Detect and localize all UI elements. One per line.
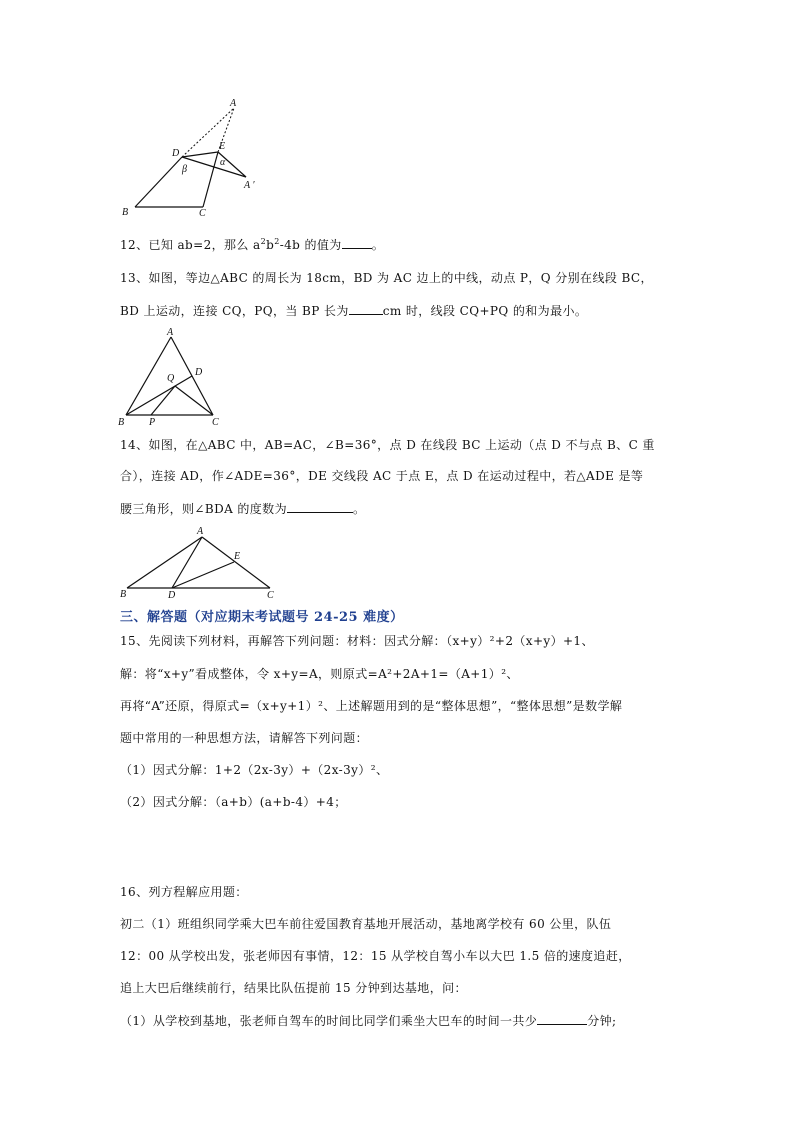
fig2-label-a: A <box>167 327 174 338</box>
question-16-line-3: 追上大巴后继续前行，结果比队伍提前 15 分钟到达基地，问： <box>120 981 467 995</box>
q12-text-mid: b <box>266 238 275 252</box>
q16-answer-blank <box>537 1012 587 1025</box>
question-16-title: 16、列方程解应用题： <box>120 885 248 899</box>
q12-text-post: -4b 的值为 <box>279 238 342 252</box>
q12-text-end: 。 <box>371 238 385 252</box>
question-13-line-1: 13、如图，等边△ABC 的周长为 18cm，BD 为 AC 边上的中线，动点 P，Q 分别在线段 BC， <box>120 271 653 285</box>
q14-text-pre: 腰三角形，则∠BDA 的度数为 <box>120 502 287 516</box>
fig2-label-d: D <box>195 367 203 378</box>
fig2-label-c: C <box>212 417 219 428</box>
q14-answer-blank <box>287 500 353 513</box>
question-14-line-2: 合），连接 AD，作∠ADE=36°，DE 交线段 AC 于点 E，点 D 在运动过程中，若△ADE 是等 <box>120 469 644 483</box>
figure-3-drawing <box>115 522 285 602</box>
question-15-line-4: 题中常用的一种思想方法，请解答下列问题： <box>120 731 369 745</box>
fig1-label-b: B <box>122 207 129 218</box>
figure-2 <box>115 325 225 430</box>
q13-answer-blank <box>349 302 383 315</box>
fig3-label-a: A <box>197 526 204 537</box>
question-14-line-1: 14、如图，在△ABC 中，AB=AC，∠B=36°，点 D 在线段 BC 上运动（点 D 不与点 B、C 重 <box>120 438 655 452</box>
fig1-label-e: E <box>219 141 226 152</box>
figure-3 <box>115 522 285 602</box>
fig3-label-c: C <box>267 590 274 601</box>
q14-text-end: 。 <box>352 502 366 516</box>
question-14-line-3 <box>120 500 365 517</box>
question-16-line-1: 初二（1）班组织同学乘大巴车前往爱国教育基地开展活动，基地离学校有 60 公里，队伍 <box>120 917 612 931</box>
question-16-part-1 <box>120 1012 617 1029</box>
figure-2-drawing <box>115 325 225 430</box>
q12-exp-2: 2 <box>274 237 280 246</box>
q13-text-post: cm 时，线段 CQ+PQ 的和为最小。 <box>382 304 588 318</box>
question-15-part-1: （1）因式分解：1+2（2x-3y）+（2x-3y）²、 <box>120 763 389 777</box>
fig1-label-c: C <box>199 208 206 219</box>
q16-part1-pre: （1）从学校到基地，张老师自驾车的时间比同学们乘坐大巴车的时间一共少 <box>120 1014 538 1028</box>
question-15-line-3: 再将“A”还原，得原式=（x+y+1）²、上述解题用到的是“整体思想”，“整体思想”是数学解 <box>120 699 623 713</box>
section-3-heading: 三、解答题（对应期末考试题号 24-25 难度） <box>120 610 404 625</box>
q12-text-pre: 12、已知 ab=2，那么 a <box>120 238 261 252</box>
question-16-line-2: 12：00 从学校出发，张老师因有事情，12：15 从学校自驾小车以大巴 1.5 倍的速度追赶， <box>120 949 631 963</box>
question-15-line-2: 解：将“x+y”看成整体，令 x+y=A，则原式=A²+2A+1=（A+1）²、 <box>120 667 519 681</box>
question-15-part-2: （2）因式分解：（a+b）(a+b-4）+4； <box>120 795 347 809</box>
question-12 <box>120 234 384 253</box>
q12-exp-1: 2 <box>260 237 267 246</box>
figure-1-drawing <box>115 95 275 220</box>
q12-answer-blank <box>342 236 372 249</box>
fig1-label-d: D <box>172 148 180 159</box>
fig1-label-alpha: α <box>220 157 226 168</box>
question-13-line-2 <box>120 302 587 319</box>
fig3-label-b: B <box>120 589 127 600</box>
fig1-label-a-prime: A ′ <box>244 180 255 191</box>
fig2-label-p: P <box>149 417 156 428</box>
fig3-label-e: E <box>234 551 241 562</box>
figure-1 <box>115 95 275 220</box>
question-15-line-1: 15、先阅读下列材料，再解答下列问题：材料：因式分解：（x+y）²+2（x+y）+1、 <box>120 634 594 648</box>
q13-text-pre: BD 上运动，连接 CQ，PQ，当 BP 长为 <box>120 304 349 318</box>
fig1-label-a: A <box>230 98 237 109</box>
fig3-label-d: D <box>168 590 176 601</box>
fig2-label-b: B <box>118 417 125 428</box>
fig2-label-q: Q <box>167 373 175 384</box>
fig1-label-beta: β <box>182 164 187 175</box>
q16-part1-post: 分钟; <box>587 1014 617 1028</box>
